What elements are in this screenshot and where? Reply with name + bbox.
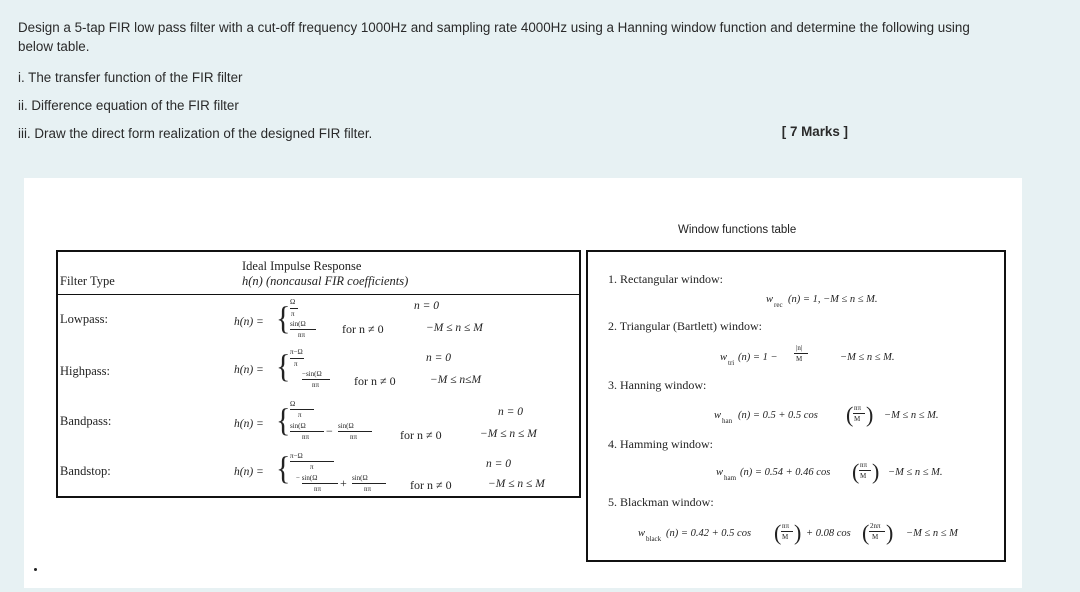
bandstop-frac1	[290, 461, 334, 462]
window-symbol-rectangular: w	[766, 294, 774, 305]
bandpass-case2b: sin(Ω	[338, 422, 354, 430]
bandpass-frac2b	[338, 431, 372, 432]
bandstop-lhs: h(n) =	[234, 466, 264, 478]
highpass-lhs: h(n) =	[234, 364, 264, 376]
bandstop-case2b: sin(Ω	[352, 474, 368, 482]
filter-type-highpass: Highpass:	[60, 364, 110, 378]
window-sub-hamming: ham	[724, 474, 737, 482]
question-item-2: ii. Difference equation of the FIR filter	[18, 98, 239, 113]
bandstop-case2-tail: for n ≠ 0	[410, 478, 452, 492]
window-range-triangular: −M ≤ n ≤ M.	[840, 352, 895, 363]
blackman-num1: nπ	[782, 522, 790, 530]
bandstop-npi-b: nπ	[364, 485, 372, 493]
window-functions-box	[586, 250, 1006, 562]
window-name-hanning: 3. Hanning window:	[608, 378, 707, 392]
lowpass-frac1	[290, 308, 298, 309]
bandpass-cond1: n = 0	[498, 406, 524, 418]
bandpass-frac2a	[290, 431, 324, 432]
bandstop-pi: π	[310, 463, 314, 471]
window-sub-blackman: black	[646, 535, 662, 543]
bandpass-pi: π	[298, 411, 302, 419]
bandpass-case2-tail: for n ≠ 0	[400, 428, 442, 442]
bandpass-brace: {	[276, 402, 291, 439]
window-sub-hanning: han	[722, 417, 733, 425]
hamming-num: nπ	[860, 461, 868, 469]
hanning-frac	[853, 413, 865, 414]
bandstop-frac2a	[302, 483, 338, 484]
hamming-den: M	[860, 472, 867, 480]
window-name-blackman: 5. Blackman window:	[608, 495, 714, 509]
bandpass-lhs: h(n) =	[234, 418, 264, 430]
blackman-den1: M	[782, 533, 789, 541]
bandpass-cond2: −M ≤ n ≤ M	[480, 428, 537, 440]
bandpass-case2: sin(Ω	[290, 422, 306, 430]
impulse-header-1: Ideal Impulse Response	[242, 259, 362, 273]
highpass-case2: −sin(Ω	[302, 370, 322, 378]
hanning-paren-close: )	[866, 402, 874, 427]
window-formula-hamming: (n) = 0.54 + 0.46 cos	[740, 467, 831, 478]
marks-label: [ 7 Marks ]	[781, 124, 848, 139]
window-formula-triangular: (n) = 1 −	[738, 352, 778, 363]
lowpass-npi: nπ	[298, 331, 306, 339]
hamming-paren-close: )	[872, 459, 880, 484]
lowpass-frac2	[290, 329, 316, 330]
highpass-pi: π	[294, 360, 298, 368]
bandstop-frac2b	[352, 483, 386, 484]
filter-table	[56, 250, 581, 498]
blackman-num2: 2nπ	[870, 522, 881, 530]
bandpass-npi-b: nπ	[350, 433, 358, 441]
window-symbol-hamming: w	[716, 467, 724, 478]
hamming-frac	[859, 470, 871, 471]
lowpass-lhs: h(n) =	[234, 316, 264, 328]
highpass-cond2: −M ≤ n≤M	[430, 374, 482, 386]
window-formula-blackman-mid: + 0.08 cos	[806, 528, 851, 539]
triangular-frac	[794, 353, 808, 354]
filter-type-bandpass: Bandpass:	[60, 414, 112, 428]
filter-type-lowpass: Lowpass:	[60, 312, 108, 326]
lowpass-cond2: −M ≤ n ≤ M	[426, 322, 483, 334]
triangular-num: |n|	[796, 344, 803, 352]
window-range-hamming: −M ≤ n ≤ M.	[888, 467, 943, 478]
window-sub-rectangular: rec	[774, 301, 783, 309]
bandstop-case2: − sin(Ω	[296, 474, 318, 482]
window-name-rectangular: 1. Rectangular window:	[608, 272, 723, 286]
hanning-paren: (	[846, 402, 854, 427]
window-formula-hanning: (n) = 0.5 + 0.5 cos	[738, 410, 818, 421]
bandstop-cond1: n = 0	[486, 458, 512, 470]
bandpass-frac1	[290, 409, 314, 410]
blackman-paren2-close: )	[886, 520, 894, 545]
bandstop-case1: π−Ω	[290, 452, 303, 460]
hanning-den: M	[854, 415, 861, 423]
lowpass-case1: Ω	[290, 298, 296, 306]
highpass-brace: {	[276, 348, 291, 385]
filter-type-header: Filter Type	[60, 274, 115, 288]
filter-type-bandstop: Bandstop:	[60, 464, 111, 478]
impulse-header-2: h(n) (noncausal FIR coefficients)	[242, 274, 409, 288]
highpass-frac2	[302, 379, 330, 380]
blackman-paren1: (	[774, 520, 782, 545]
hamming-paren: (	[852, 459, 860, 484]
window-symbol-hanning: w	[714, 410, 722, 421]
bandpass-minus: −	[326, 424, 333, 438]
window-table-title: Window functions table	[678, 224, 797, 236]
question-item-3: iii. Draw the direct form realization of the designed FIR filter.	[18, 126, 373, 141]
question-line-1: Design a 5-tap FIR low pass filter with a cut-off frequency 1000Hz and sampling rate 4000Hz using a Hanning window function and determine the following using	[18, 20, 970, 35]
blackman-paren2: (	[862, 520, 870, 545]
highpass-frac1	[290, 358, 304, 359]
hanning-num: nπ	[854, 404, 862, 412]
question-text	[18, 18, 1058, 56]
bandstop-plus: +	[340, 476, 347, 490]
bandstop-brace: {	[276, 450, 291, 487]
blackman-den2: M	[872, 533, 879, 541]
stray-dot	[34, 568, 37, 571]
window-range-blackman: −M ≤ n ≤ M	[906, 528, 958, 539]
window-range-hanning: −M ≤ n ≤ M.	[884, 410, 939, 421]
window-symbol-triangular: w	[720, 352, 728, 363]
blackman-paren1-close: )	[794, 520, 802, 545]
lowpass-pi: π	[291, 310, 295, 318]
question-line-2: below table.	[18, 39, 90, 54]
lowpass-case2: sin(Ω	[290, 320, 306, 328]
lowpass-brace: {	[276, 300, 291, 337]
blackman-frac2	[869, 531, 885, 532]
bandpass-npi-a: nπ	[302, 433, 310, 441]
highpass-case2-tail: for n ≠ 0	[354, 374, 396, 388]
question-item-1: i. The transfer function of the FIR filter	[18, 70, 243, 85]
window-formula-blackman: (n) = 0.42 + 0.5 cos	[666, 528, 752, 539]
highpass-cond1: n = 0	[426, 352, 452, 364]
bandpass-case1: Ω	[290, 400, 296, 408]
bandstop-npi-a: nπ	[314, 485, 322, 493]
window-formula-rectangular: (n) = 1, −M ≤ n ≤ M.	[788, 294, 878, 305]
header-divider	[58, 294, 579, 295]
bandstop-cond2: −M ≤ n ≤ M	[488, 478, 545, 490]
triangular-den: M	[796, 355, 803, 363]
highpass-npi: nπ	[312, 381, 320, 389]
highpass-case1: π−Ω	[290, 348, 303, 356]
window-symbol-blackman: w	[638, 528, 646, 539]
window-name-hamming: 4. Hamming window:	[608, 437, 713, 451]
window-name-triangular: 2. Triangular (Bartlett) window:	[608, 319, 762, 333]
window-sub-triangular: tri	[728, 359, 735, 367]
lowpass-cond1: n = 0	[414, 300, 440, 312]
blackman-frac1	[781, 531, 793, 532]
lowpass-case2-tail: for n ≠ 0	[342, 322, 384, 336]
